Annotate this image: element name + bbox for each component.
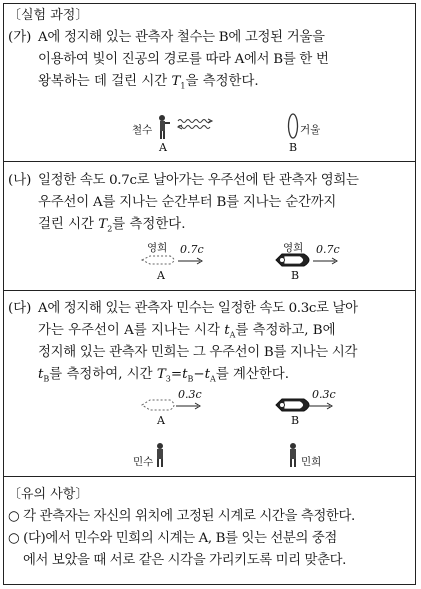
procedure-header: 〔실험 과정〕 (8, 8, 89, 23)
light-wave-icon (178, 118, 214, 130)
note-item-1: ○ 각 관측자는 자신의 위치에 고정된 시계로 시간을 측정한다. (8, 509, 355, 524)
velocity-arrow (178, 257, 204, 265)
observer-minsu-label: 민수 (133, 456, 154, 468)
spaceship-icon (274, 251, 314, 269)
velocity-arrow (308, 402, 334, 410)
observer-yeonghui-right-label: 영희 (283, 242, 304, 254)
observer-minhui-icon (287, 442, 299, 468)
observer-yeonghui-left-label: 영희 (147, 242, 168, 254)
spaceship-dashed-icon (140, 397, 180, 413)
speed-left-label: 0.3c (178, 388, 202, 401)
velocity-arrow (313, 257, 339, 265)
step-ga-label: (가) (8, 30, 32, 45)
point-a-label: A (157, 269, 165, 282)
note-item-2-line2: 에서 보았을 때 서로 같은 시각을 가리키도록 미리 맞춘다. (23, 553, 347, 568)
divider (3, 476, 416, 477)
step-na-line1: 일정한 속도 0.7c로 날아가는 우주선에 탄 관측자 영희는 (38, 173, 359, 188)
step-da-label: (다) (8, 301, 32, 316)
speed-right-label: 0.3c (312, 388, 336, 401)
divider (3, 290, 416, 291)
step-da-line3: 정지해 있는 관측자 민희는 그 우주선이 B를 지나는 시각 (38, 345, 358, 360)
velocity-arrow (176, 402, 202, 410)
step-da-line2: 가는 우주선이 A를 지나는 시각 $t_A$를 측정하고, B에 (38, 323, 336, 340)
step-ga-line2: 이용하여 빛이 진공의 경로를 따라 A에서 B를 한 번 (38, 52, 329, 67)
point-a-label: A (159, 141, 167, 154)
speed-right-label: 0.7c (316, 243, 340, 256)
note-item-2-line1: ○ (다)에서 민수와 민희의 시계는 A, B를 잇는 선분의 중점 (8, 531, 337, 546)
observer-cheolsu-icon (156, 114, 170, 140)
observer-cheolsu-label: 철수 (132, 124, 153, 136)
point-a-label: A (157, 414, 165, 427)
point-b-label: B (291, 414, 300, 427)
observer-minsu-icon (154, 442, 166, 468)
step-ga-line3: 왕복하는 데 걸린 시간 $T_1$을 측정한다. (38, 74, 259, 91)
step-da-line1: A에 정지해 있는 관측자 민수는 일정한 속도 0.3c로 날아 (38, 301, 358, 316)
step-ga-line1: A에 정지해 있는 관측자 철수는 B에 고정된 거울을 (38, 30, 325, 45)
observer-minhui-label: 민희 (301, 456, 322, 468)
mirror-label: 거울 (300, 124, 321, 136)
step-na-line2: 우주선이 A를 지나는 순간부터 B를 지나는 순간까지 (38, 195, 337, 210)
speed-left-label: 0.7c (180, 243, 204, 256)
point-b-label: B (291, 269, 300, 282)
step-da-line4: $t_B$를 측정하여, 시간 $T_3=t_B-t_A$를 계산한다. (38, 367, 290, 384)
step-na-label: (나) (8, 173, 32, 188)
notes-header: 〔유의 사항〕 (8, 487, 89, 502)
step-na-line3: 걸린 시간 $T_2$를 측정한다. (38, 217, 186, 234)
mirror-icon (287, 112, 299, 140)
point-b-label: B (289, 141, 298, 154)
spaceship-dashed-icon (140, 253, 180, 267)
divider (3, 161, 416, 162)
